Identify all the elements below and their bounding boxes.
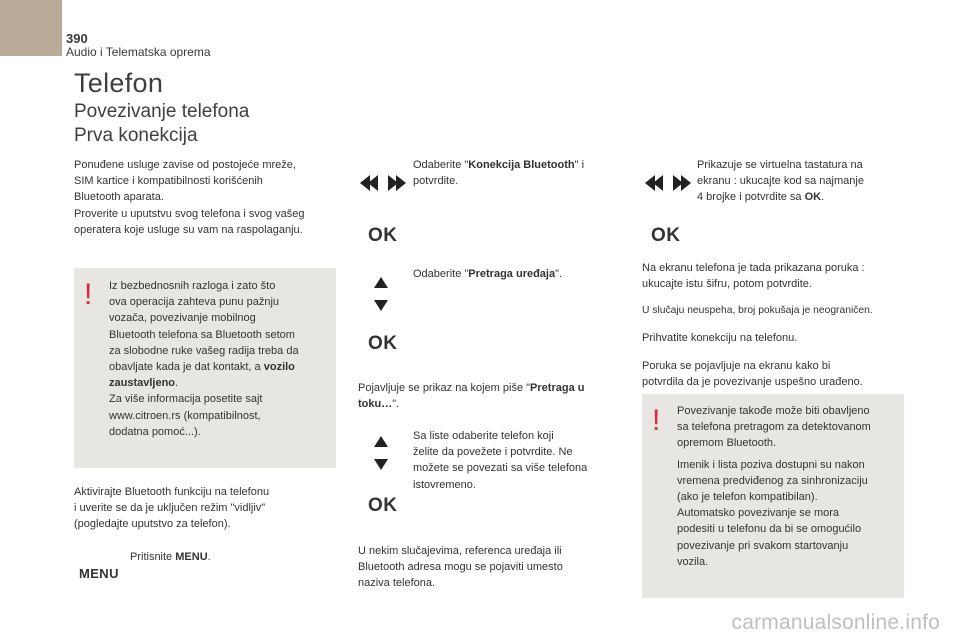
- phone-message-paragraph: Na ekranu telefona je tada prikazana poruka : ukucajte istu šifru, potom potvrdite.: [642, 262, 865, 291]
- search-in-progress-paragraph: Pojavljuje se prikaz na kojem piše "Pretraga u toku…".: [358, 382, 585, 411]
- watermark: carmanualsonline.info: [731, 611, 940, 634]
- left-right-arrows-icon: [645, 174, 691, 192]
- intro-line: Proverite u uputstvu svog telefona i svog vašeg: [74, 207, 305, 220]
- virtual-keyboard-paragraph: Prikazuje se virtuelna tastatura na ekranu : ukucajte kod sa najmanje 4 brojke i potvrdite sa OK.: [697, 159, 864, 204]
- failure-note: U slučaju neuspeha, broj pokušaja je neograničen.: [642, 305, 873, 316]
- intro-line: SIM kartice i kompatibilnosti korišćenih: [74, 175, 263, 188]
- warning-text: Iz bezbednosnih razloga i zato što ova operacija zahteva punu pažnju vozača, povezivanje mobilnog Bluetooth telefona sa Bluetooth setom za slobodne ruke vašeg radija treba da obavljate kada je dat kontakt, a vozilo zaustavljeno. Za više informacija posetite sajt www.citroen.rs (kompatibilnost, dodatna pomoć...).: [109, 280, 299, 438]
- page-title: Telefon: [74, 68, 164, 98]
- warning-exclamation-icon: !: [84, 278, 93, 311]
- confirmation-paragraph: Poruka se pojavljuje na ekranu kako bi potvrdila da je povezivanje uspešno urađeno.: [642, 360, 863, 389]
- menu-button-icon: MENU: [79, 566, 119, 581]
- page-corner-tab: [0, 0, 62, 56]
- left-right-arrows-icon: [360, 174, 406, 192]
- subsection-heading: Prva konekcija: [74, 125, 198, 146]
- step-device-search: Odaberite "Pretraga uređaja".: [413, 268, 563, 280]
- press-menu-instruction: Pritisnite MENU.: [130, 551, 211, 563]
- activate-bluetooth-paragraph: Aktivirajte Bluetooth funkciju na telefonu i uverite se da je uključen režim "vidljiv" (pogledajte uputstvo za telefon).: [74, 486, 270, 531]
- warning-text: Povezivanje takođe može biti obavljeno sa telefona pretragom za detektovanom opremom Bluetooth. Imenik i lista poziva dostupni su nakon vremena predviđenog za sinhronizaciju (ako je telefon kompatibilan). Automatsko povezivanje se mora podesiti u telefonu da bi se omogućilo povezivanje pri svakom startovanju vozila.: [677, 405, 871, 568]
- intro-line: Ponuđene usluge zavise od postojeće mreže,: [74, 159, 296, 171]
- warning-box: [74, 268, 336, 468]
- up-down-arrows-icon: [374, 277, 388, 311]
- intro-paragraph: [74, 157, 344, 238]
- step-bluetooth-connection: Odaberite "Konekcija Bluetooth" i potvrdite.: [413, 159, 585, 188]
- up-down-arrows-icon: [374, 436, 388, 470]
- section-heading: Povezivanje telefona: [74, 101, 250, 122]
- step-select-phone: Sa liste odaberite telefon koji želite da povežete i potvrdite. Ne možete se povezati sa više telefona istovremeno.: [413, 430, 588, 491]
- ok-button-icon: OK: [368, 333, 398, 354]
- intro-line: Bluetooth aparata.: [74, 191, 164, 204]
- device-reference-note: U nekim slučajevima, referenca uređaja ili Bluetooth adresa mogu se pojaviti umesto naziva telefona.: [358, 545, 563, 590]
- warning-box: [642, 394, 904, 598]
- ok-button-icon: OK: [368, 225, 398, 246]
- running-header: Audio i Telematska oprema: [66, 45, 211, 59]
- page-number: 390: [66, 31, 88, 46]
- accept-connection-paragraph: Prihvatite konekciju na telefonu.: [642, 332, 798, 344]
- intro-line: operatera koje usluge su vam na raspolaganju.: [74, 223, 303, 236]
- ok-button-icon: OK: [368, 495, 398, 516]
- ok-button-icon: OK: [651, 225, 681, 246]
- warning-exclamation-icon: !: [652, 404, 661, 437]
